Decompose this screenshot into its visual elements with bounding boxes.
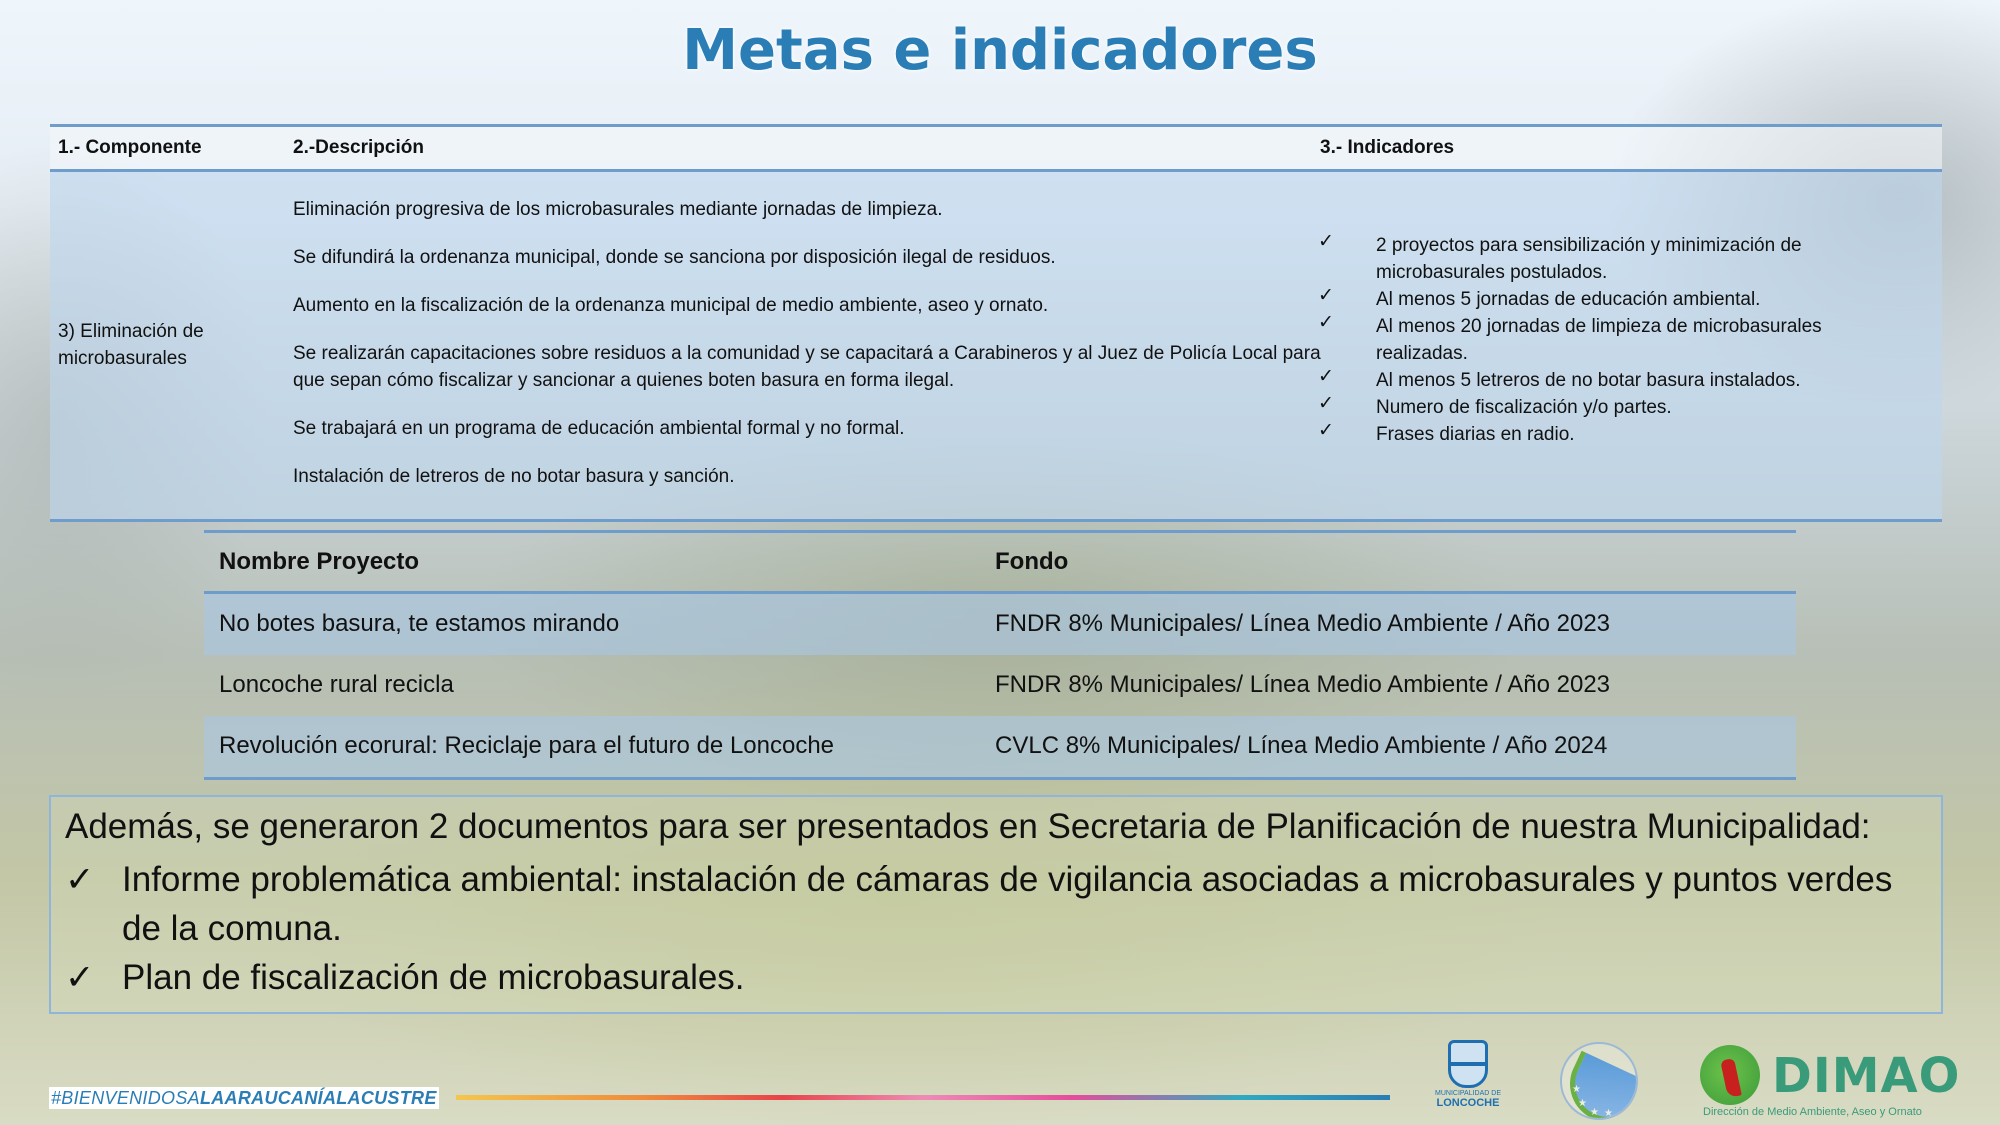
loncoche-logo-line2: LONCOCHE	[1436, 1097, 1500, 1109]
project-table-header	[204, 530, 1796, 594]
loncoche-logo	[1433, 1040, 1503, 1120]
notes-box	[49, 795, 1943, 1014]
checkmark-icon: ✓	[1318, 312, 1334, 333]
description-item: Se trabajará en un programa de educación ambiental formal y no formal.	[293, 418, 905, 439]
indicator-item	[1318, 367, 1878, 394]
project-fund: FNDR 8% Municipales/ Línea Medio Ambiente / Año 2023	[995, 671, 1611, 698]
star-icon: ★	[1590, 1107, 1599, 1118]
coat-of-arms-icon	[1448, 1040, 1488, 1088]
checkmark-icon: ✓	[1318, 285, 1334, 306]
project-fund: FNDR 8% Municipales/ Línea Medio Ambiente / Año 2023	[995, 610, 1611, 637]
description-list	[293, 196, 1333, 511]
checkmark-icon: ✓	[1318, 393, 1334, 414]
project-name: Loncoche rural recicla	[219, 671, 454, 698]
header-fondo: Fondo	[995, 548, 1069, 575]
project-fund: CVLC 8% Municipales/ Línea Medio Ambiente / Año 2024	[995, 732, 1608, 759]
indicator-text: Al menos 20 jornadas de limpieza de microbasurales realizadas.	[1376, 316, 1822, 364]
component-table	[50, 124, 1942, 522]
hashtag-bold: LAARAUCANÍALACUSTRE	[199, 1088, 437, 1108]
header-nombre-proyecto: Nombre Proyecto	[219, 548, 420, 575]
indicator-text: Frases diarias en radio.	[1376, 424, 1575, 445]
indicator-item	[1318, 232, 1878, 286]
tree-trunk-icon	[1720, 1058, 1742, 1098]
page-title: Metas e indicadores	[682, 18, 1318, 83]
notes-item	[65, 855, 1935, 953]
notes-list	[65, 855, 1935, 1002]
notes-item	[65, 953, 1935, 1002]
checkmark-icon: ✓	[65, 860, 95, 899]
hashtag-light: #BIENVENIDOSA	[51, 1088, 200, 1108]
indicator-item	[1318, 421, 1878, 448]
loncoche-logo-line1: MUNICIPALIDAD DE	[1435, 1090, 1501, 1097]
indicator-text: Al menos 5 letreros de no botar basura instalados.	[1376, 370, 1801, 391]
gradient-divider	[456, 1095, 1390, 1100]
project-name: Revolución ecorural: Reciclaje para el futuro de Loncoche	[219, 732, 835, 759]
description-item: Instalación de letreros de no botar basura y sanción.	[293, 466, 735, 487]
component-table-header	[50, 124, 1942, 172]
checkmark-icon: ✓	[1318, 420, 1334, 441]
description-item: Se realizarán capacitaciones sobre residuos a la comunidad y se capacitará a Carabineros y al Juez de Policía Local para que sepan cómo fiscalizar y sancionar a quienes boten basura en forma ilegal.	[293, 343, 1321, 391]
checkmark-icon: ✓	[1318, 231, 1334, 252]
indicator-text: Numero de fiscalización y/o partes.	[1376, 397, 1672, 418]
component-table-body	[50, 172, 1942, 522]
indicator-list	[1318, 232, 1878, 448]
indicator-text: 2 proyectos para sensibilización y minimización de microbasurales postulados.	[1376, 235, 1802, 283]
indicator-text: Al menos 5 jornadas de educación ambiental.	[1376, 289, 1761, 310]
dimao-tree-icon	[1700, 1045, 1760, 1105]
project-table	[204, 530, 1796, 780]
table-row	[204, 655, 1796, 716]
indicator-item	[1318, 286, 1878, 313]
star-icon: ★	[1572, 1084, 1581, 1095]
table-row	[204, 716, 1796, 780]
header-componente: 1.- Componente	[58, 137, 202, 158]
star-icon: ★	[1578, 1098, 1587, 1109]
star-icon: ★	[1604, 1108, 1613, 1119]
notes-item-text: Informe problemática ambiental: instalación de cámaras de vigilancia asociadas a microbasurales y puntos verdes de la comuna.	[122, 860, 1893, 948]
checkmark-icon: ✓	[65, 958, 95, 997]
description-item: Se difundirá la ordenanza municipal, donde se sanciona por disposición ilegal de residuos.	[293, 247, 1056, 268]
dimao-logo-text: DIMAO	[1772, 1048, 1961, 1104]
description-item: Eliminación progresiva de los microbasurales mediante jornadas de limpieza.	[293, 199, 943, 220]
component-name: 3) Eliminación de microbasurales	[58, 321, 204, 369]
table-row	[204, 594, 1796, 655]
project-name: No botes basura, te estamos mirando	[219, 610, 620, 637]
notes-item-text: Plan de fiscalización de microbasurales.	[122, 958, 745, 997]
description-item: Aumento en la fiscalización de la ordenanza municipal de medio ambiente, aseo y ornato.	[293, 295, 1049, 316]
dimao-logo-subtitle: Dirección de Medio Ambiente, Aseo y Ornato	[1703, 1106, 1922, 1118]
header-descripcion: 2.-Descripción	[293, 137, 424, 158]
indicator-item	[1318, 313, 1878, 367]
checkmark-icon: ✓	[1318, 366, 1334, 387]
gobernanza-logo	[1560, 1042, 1638, 1120]
indicator-item	[1318, 394, 1878, 421]
hashtag-banner	[49, 1087, 439, 1109]
header-indicadores: 3.- Indicadores	[1320, 137, 1455, 158]
notes-lead: Además, se generaron 2 documentos para ser presentados en Secretaria de Planificación de nuestra Municipalidad:	[65, 807, 1871, 846]
